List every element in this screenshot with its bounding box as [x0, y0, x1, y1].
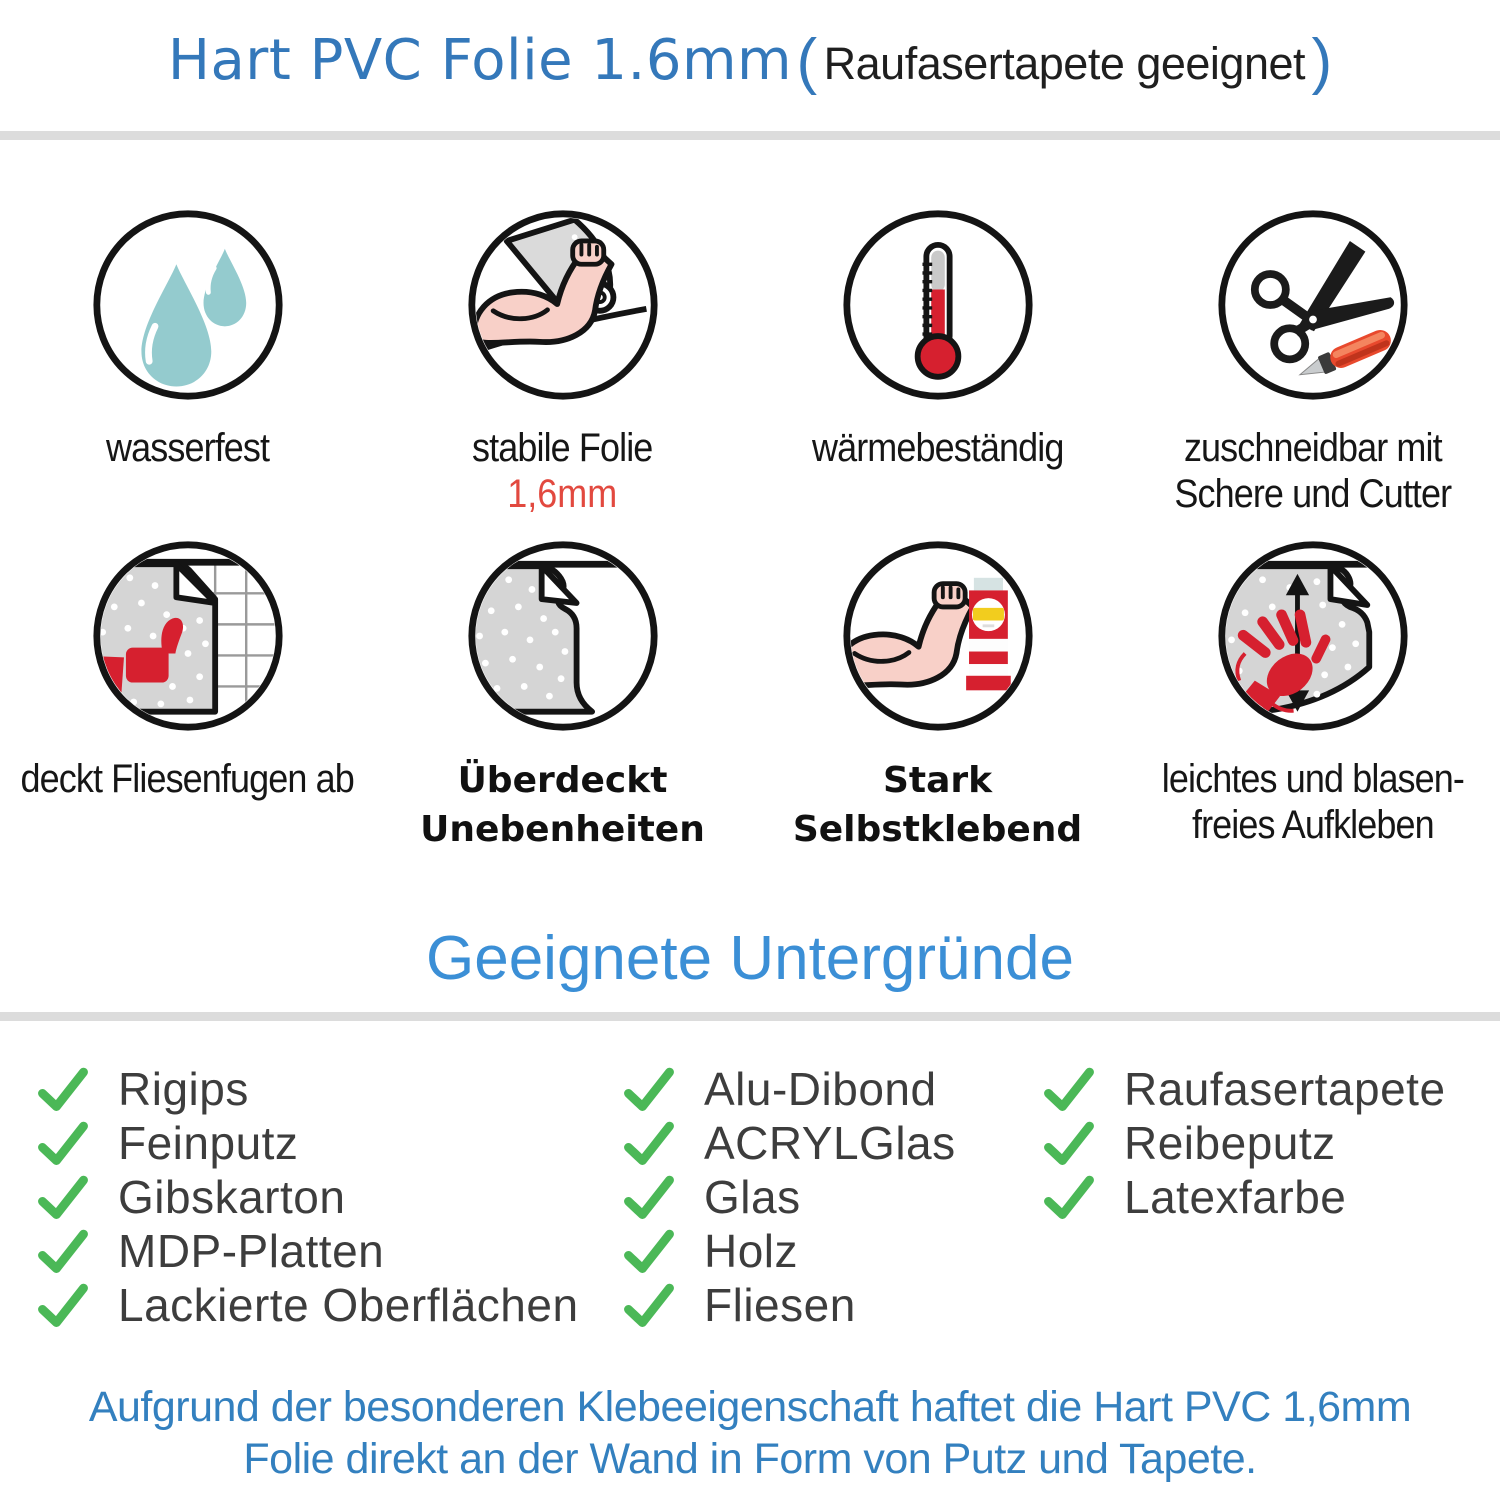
hand-smoothing-icon: [1216, 539, 1410, 733]
list-item: Gibskarton: [36, 1170, 622, 1224]
check-icon: [622, 1067, 676, 1111]
muscle-glue-tube-icon: [841, 539, 1035, 733]
list-item: Feinputz: [36, 1116, 622, 1170]
check-icon: [622, 1229, 676, 1273]
muscle-foil-roll-icon: [466, 208, 660, 402]
check-icon: [622, 1121, 676, 1165]
feature-label: wärmebeständig: [811, 426, 1064, 470]
check-icon: [36, 1121, 90, 1165]
check-icon: [1042, 1121, 1096, 1165]
list-item: Reibeputz: [1042, 1116, 1482, 1170]
footer-line-2: Folie direkt an der Wand in Form von Putz und Tapete.: [243, 1434, 1257, 1483]
check-icon: [36, 1067, 90, 1111]
substrate-column-2: [622, 1062, 1042, 1332]
list-item: MDP-Platten: [36, 1224, 622, 1278]
check-icon: [36, 1283, 90, 1327]
scissors-cutter-icon: [1216, 208, 1410, 402]
feature-label: Überdeckt Unebenheiten: [420, 760, 705, 850]
substrate-column-3: [1042, 1062, 1482, 1224]
feature-label: stabile Folie 1,6mm: [472, 426, 653, 516]
list-item: Rigips: [36, 1062, 622, 1116]
tile-joints-thumb-icon: [91, 539, 285, 733]
title-note: Raufasertapete geeignet: [823, 38, 1306, 89]
feature-covers-unevenness: [375, 539, 750, 854]
divider-middle: [0, 1012, 1500, 1021]
feature-stable-film: [375, 208, 750, 517]
check-icon: [1042, 1067, 1096, 1111]
feature-cuttable: [1125, 208, 1500, 517]
feature-label: wasserfest: [105, 426, 270, 470]
feature-heat-resistant: [750, 208, 1125, 517]
feature-covers-tile-joints: [0, 539, 375, 854]
check-icon: [36, 1175, 90, 1219]
list-item: Glas: [622, 1170, 1042, 1224]
divider-top: [0, 131, 1500, 140]
thermometer-icon: [841, 208, 1035, 402]
check-icon: [36, 1229, 90, 1273]
footer-note: [0, 1382, 1500, 1485]
title-paren-close: ): [1311, 27, 1333, 96]
feature-waterproof: [0, 208, 375, 517]
list-item: Lackierte Oberflächen: [36, 1278, 622, 1332]
list-item: Latexfarbe: [1042, 1170, 1482, 1224]
list-item: Alu-Dibond: [622, 1062, 1042, 1116]
feature-bubble-free: [1125, 539, 1500, 854]
title-paren-open: (: [796, 27, 818, 96]
section-title: Geeignete Untergründe: [425, 924, 1074, 993]
check-icon: [622, 1283, 676, 1327]
list-item: Fliesen: [622, 1278, 1042, 1332]
feature-grid: [0, 208, 1500, 854]
list-item: ACRYLGlas: [622, 1116, 1042, 1170]
feature-label: Stark Selbstklebend: [792, 760, 1083, 850]
feature-label: leichtes und blasen- freies Aufkleben: [1161, 757, 1464, 847]
list-item: Holz: [622, 1224, 1042, 1278]
title-main: Hart PVC Folie 1.6mm: [167, 28, 793, 93]
foil-fold-icon: [466, 539, 660, 733]
check-icon: [1042, 1175, 1096, 1219]
feature-label: deckt Fliesenfugen ab: [20, 757, 355, 802]
footer-line-1: Aufgrund der besonderen Klebeeigenschaft haftet die Hart PVC 1,6mm: [88, 1383, 1412, 1431]
thickness-value: 1,6mm: [507, 471, 618, 516]
water-drops-icon: [91, 208, 285, 402]
substrate-column-1: [36, 1062, 622, 1332]
page-title: [0, 26, 1500, 97]
check-icon: [622, 1175, 676, 1219]
feature-self-adhesive: [750, 539, 1125, 854]
feature-label: zuschneidbar mit Schere und Cutter: [1174, 426, 1451, 516]
substrate-lists: [36, 1062, 1482, 1332]
list-item: Raufasertapete: [1042, 1062, 1482, 1116]
